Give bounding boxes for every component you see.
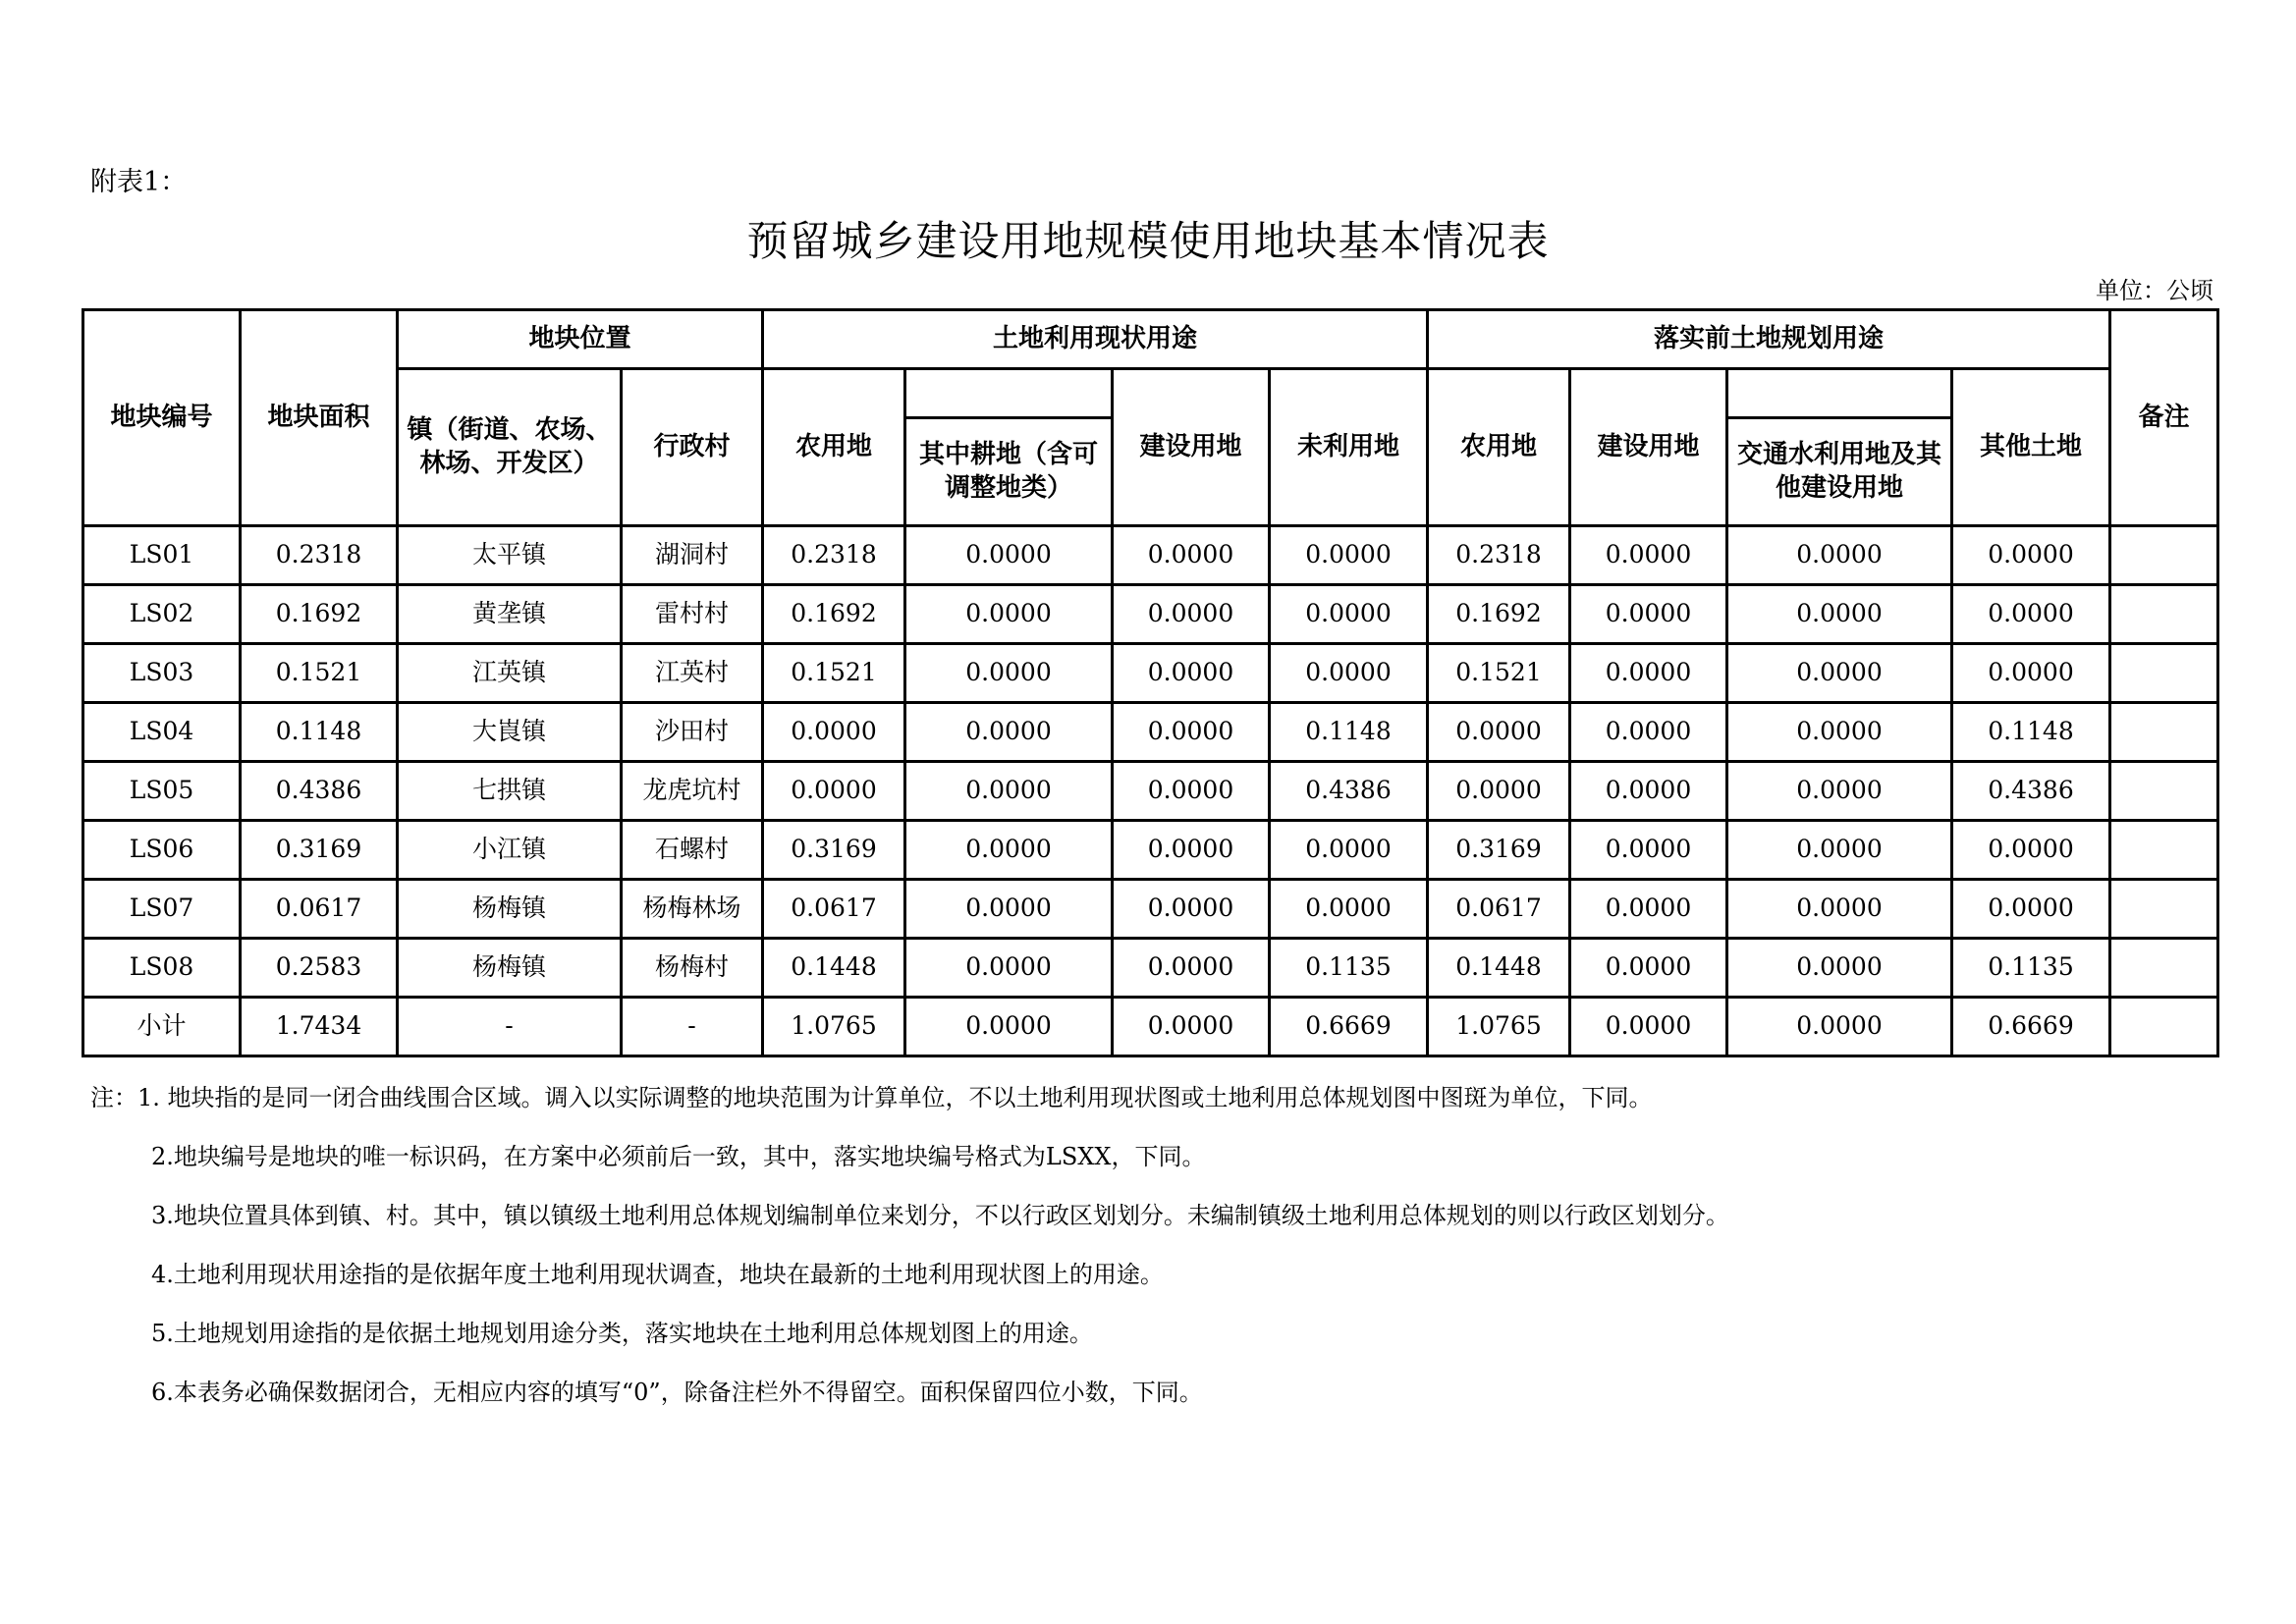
cell-town: 杨梅镇 xyxy=(398,939,622,998)
cell-area: 0.2583 xyxy=(241,939,398,998)
cell-c3: 0.0000 xyxy=(1113,526,1270,585)
cell-town: - xyxy=(398,998,622,1056)
cell-id: LS01 xyxy=(83,526,241,585)
cell-p1: 1.0765 xyxy=(1428,998,1570,1056)
cell-village: - xyxy=(622,998,763,1056)
cell-p2: 0.0000 xyxy=(1570,644,1727,703)
cell-p3: 0.0000 xyxy=(1727,939,1952,998)
cell-village: 杨梅林场 xyxy=(622,880,763,939)
header-current-use: 土地利用现状用途 xyxy=(763,310,1428,369)
cell-village: 江英村 xyxy=(622,644,763,703)
cell-p3: 0.0000 xyxy=(1727,644,1952,703)
cell-p3: 0.0000 xyxy=(1727,821,1952,880)
table-row xyxy=(83,526,2218,585)
cell-note xyxy=(2110,939,2218,998)
table-row xyxy=(83,821,2218,880)
cell-c1: 0.3169 xyxy=(763,821,905,880)
cell-c3: 0.0000 xyxy=(1113,762,1270,821)
appendix-label: 附表1： xyxy=(90,167,188,197)
cell-c4: 0.1148 xyxy=(1270,703,1428,762)
cell-village: 石螺村 xyxy=(622,821,763,880)
notes xyxy=(90,1068,1729,1422)
note-3: 3.地块位置具体到镇、村。其中，镇以镇级土地利用总体规划编制单位来划分，不以行政区划划分。未编制镇级土地利用总体规划的则以行政区划划分。 xyxy=(151,1202,1729,1229)
cell-id: LS06 xyxy=(83,821,241,880)
cell-area: 0.3169 xyxy=(241,821,398,880)
header-plot-id: 地块编号 xyxy=(83,310,241,526)
cell-c2: 0.0000 xyxy=(905,644,1113,703)
cell-p3: 0.0000 xyxy=(1727,762,1952,821)
cell-c1: 0.1521 xyxy=(763,644,905,703)
cell-village: 龙虎坑村 xyxy=(622,762,763,821)
cell-c2: 0.0000 xyxy=(905,998,1113,1056)
cell-id: LS02 xyxy=(83,585,241,644)
cell-village: 雷村村 xyxy=(622,585,763,644)
header-planned-transport: 交通水利用地及其他建设用地 xyxy=(1727,418,1952,526)
cell-c2: 0.0000 xyxy=(905,762,1113,821)
cell-c2: 0.0000 xyxy=(905,880,1113,939)
table-row xyxy=(83,644,2218,703)
cell-village: 杨梅村 xyxy=(622,939,763,998)
cell-c4: 0.1135 xyxy=(1270,939,1428,998)
cell-c3: 0.0000 xyxy=(1113,703,1270,762)
cell-c2: 0.0000 xyxy=(905,939,1113,998)
cell-note xyxy=(2110,526,2218,585)
cell-p2: 0.0000 xyxy=(1570,762,1727,821)
cell-c2: 0.0000 xyxy=(905,703,1113,762)
table-row xyxy=(83,880,2218,939)
cell-town: 七拱镇 xyxy=(398,762,622,821)
table-row xyxy=(83,703,2218,762)
unit-label: 单位：公顷 xyxy=(2096,277,2214,304)
header-village: 行政村 xyxy=(622,369,763,526)
cell-p3: 0.0000 xyxy=(1727,998,1952,1056)
header-current-cultivated: 其中耕地（含可调整地类） xyxy=(905,418,1113,526)
cell-town: 小江镇 xyxy=(398,821,622,880)
cell-p2: 0.0000 xyxy=(1570,998,1727,1056)
cell-p3: 0.0000 xyxy=(1727,880,1952,939)
cell-area: 0.1521 xyxy=(241,644,398,703)
cell-p2: 0.0000 xyxy=(1570,880,1727,939)
cell-town: 黄垄镇 xyxy=(398,585,622,644)
header-current-construction: 建设用地 xyxy=(1113,369,1270,526)
cell-p1: 0.1692 xyxy=(1428,585,1570,644)
cell-c1: 0.1448 xyxy=(763,939,905,998)
cell-c4: 0.0000 xyxy=(1270,526,1428,585)
cell-id: LS03 xyxy=(83,644,241,703)
cell-p1: 0.0000 xyxy=(1428,703,1570,762)
cell-c1: 1.0765 xyxy=(763,998,905,1056)
cell-village: 湖洞村 xyxy=(622,526,763,585)
cell-p4: 0.0000 xyxy=(1952,526,2110,585)
cell-c4: 0.0000 xyxy=(1270,644,1428,703)
cell-p4: 0.0000 xyxy=(1952,821,2110,880)
cell-p1: 0.0000 xyxy=(1428,762,1570,821)
cell-area: 0.4386 xyxy=(241,762,398,821)
cell-town: 太平镇 xyxy=(398,526,622,585)
cell-p1: 0.3169 xyxy=(1428,821,1570,880)
cell-c4: 0.0000 xyxy=(1270,821,1428,880)
cell-c1: 0.0617 xyxy=(763,880,905,939)
header-location: 地块位置 xyxy=(398,310,763,369)
header-planned-use: 落实前土地规划用途 xyxy=(1428,310,2110,369)
header-current-unused: 未利用地 xyxy=(1270,369,1428,526)
cell-c3: 0.0000 xyxy=(1113,880,1270,939)
cell-c4: 0.6669 xyxy=(1270,998,1428,1056)
cell-p2: 0.0000 xyxy=(1570,526,1727,585)
header-town: 镇（街道、农场、林场、开发区） xyxy=(398,369,622,526)
cell-c1: 0.1692 xyxy=(763,585,905,644)
cell-id: LS04 xyxy=(83,703,241,762)
cell-c3: 0.0000 xyxy=(1113,939,1270,998)
cell-c1: 0.0000 xyxy=(763,762,905,821)
note-4: 4.土地利用现状用途指的是依据年度土地利用现状调查，地块在最新的土地利用现状图上的用途。 xyxy=(151,1261,1164,1288)
table-body xyxy=(83,526,2218,1056)
cell-id: 小计 xyxy=(83,998,241,1056)
cell-c2: 0.0000 xyxy=(905,526,1113,585)
cell-p4: 0.0000 xyxy=(1952,585,2110,644)
header-current-agri: 农用地 xyxy=(763,369,905,526)
header-planned-agri: 农用地 xyxy=(1428,369,1570,526)
note-2: 2.地块编号是地块的唯一标识码，在方案中必须前后一致，其中，落实地块编号格式为LSXX，下同。 xyxy=(151,1143,1206,1170)
cell-p3: 0.0000 xyxy=(1727,585,1952,644)
note-1: 注：1. 地块指的是同一闭合曲线围合区域。调入以实际调整的地块范围为计算单位，不以土地利用现状图或土地利用总体规划图中图斑为单位，下同。 xyxy=(90,1084,1653,1111)
cell-p1: 0.1521 xyxy=(1428,644,1570,703)
cell-c1: 0.0000 xyxy=(763,703,905,762)
cell-c3: 0.0000 xyxy=(1113,821,1270,880)
cell-town: 杨梅镇 xyxy=(398,880,622,939)
cell-c4: 0.0000 xyxy=(1270,880,1428,939)
cell-area: 0.0617 xyxy=(241,880,398,939)
plot-table xyxy=(82,308,2219,1057)
cell-note xyxy=(2110,703,2218,762)
cell-note xyxy=(2110,880,2218,939)
table-row xyxy=(83,762,2218,821)
cell-p4: 0.0000 xyxy=(1952,880,2110,939)
cell-note xyxy=(2110,998,2218,1056)
cell-note xyxy=(2110,644,2218,703)
cell-c3: 0.0000 xyxy=(1113,585,1270,644)
cell-c4: 0.4386 xyxy=(1270,762,1428,821)
cell-c3: 0.0000 xyxy=(1113,644,1270,703)
cell-town: 大崀镇 xyxy=(398,703,622,762)
cell-p1: 0.0617 xyxy=(1428,880,1570,939)
cell-area: 0.2318 xyxy=(241,526,398,585)
table-row xyxy=(83,939,2218,998)
cell-p2: 0.0000 xyxy=(1570,939,1727,998)
note-6: 6.本表务必确保数据闭合，无相应内容的填写“0”，除备注栏外不得留空。面积保留四位小数，下同。 xyxy=(151,1379,1203,1406)
cell-c4: 0.0000 xyxy=(1270,585,1428,644)
cell-c2: 0.0000 xyxy=(905,585,1113,644)
cell-id: LS08 xyxy=(83,939,241,998)
cell-p4: 0.6669 xyxy=(1952,998,2110,1056)
cell-town: 江英镇 xyxy=(398,644,622,703)
cell-p4: 0.4386 xyxy=(1952,762,2110,821)
cell-area: 0.1148 xyxy=(241,703,398,762)
header-plot-area: 地块面积 xyxy=(241,310,398,526)
cell-note xyxy=(2110,821,2218,880)
table-row xyxy=(83,998,2218,1056)
cell-id: LS05 xyxy=(83,762,241,821)
cell-note xyxy=(2110,762,2218,821)
cell-c1: 0.2318 xyxy=(763,526,905,585)
cell-area: 1.7434 xyxy=(241,998,398,1056)
cell-p4: 0.1135 xyxy=(1952,939,2110,998)
cell-c3: 0.0000 xyxy=(1113,998,1270,1056)
table-row xyxy=(83,585,2218,644)
cell-p2: 0.0000 xyxy=(1570,585,1727,644)
cell-p4: 0.1148 xyxy=(1952,703,2110,762)
page-title: 预留城乡建设用地规模使用地块基本情况表 xyxy=(746,217,1550,265)
header-planned-other: 其他土地 xyxy=(1952,369,2110,526)
cell-id: LS07 xyxy=(83,880,241,939)
cell-p1: 0.1448 xyxy=(1428,939,1570,998)
cell-p2: 0.0000 xyxy=(1570,703,1727,762)
cell-note xyxy=(2110,585,2218,644)
header-remarks: 备注 xyxy=(2110,310,2218,526)
cell-p1: 0.2318 xyxy=(1428,526,1570,585)
cell-c2: 0.0000 xyxy=(905,821,1113,880)
cell-p3: 0.0000 xyxy=(1727,526,1952,585)
cell-p4: 0.0000 xyxy=(1952,644,2110,703)
cell-p3: 0.0000 xyxy=(1727,703,1952,762)
cell-area: 0.1692 xyxy=(241,585,398,644)
cell-village: 沙田村 xyxy=(622,703,763,762)
cell-p2: 0.0000 xyxy=(1570,821,1727,880)
header-planned-construction: 建设用地 xyxy=(1570,369,1727,526)
note-5: 5.土地规划用途指的是依据土地规划用途分类，落实地块在土地利用总体规划图上的用途。 xyxy=(151,1320,1093,1347)
